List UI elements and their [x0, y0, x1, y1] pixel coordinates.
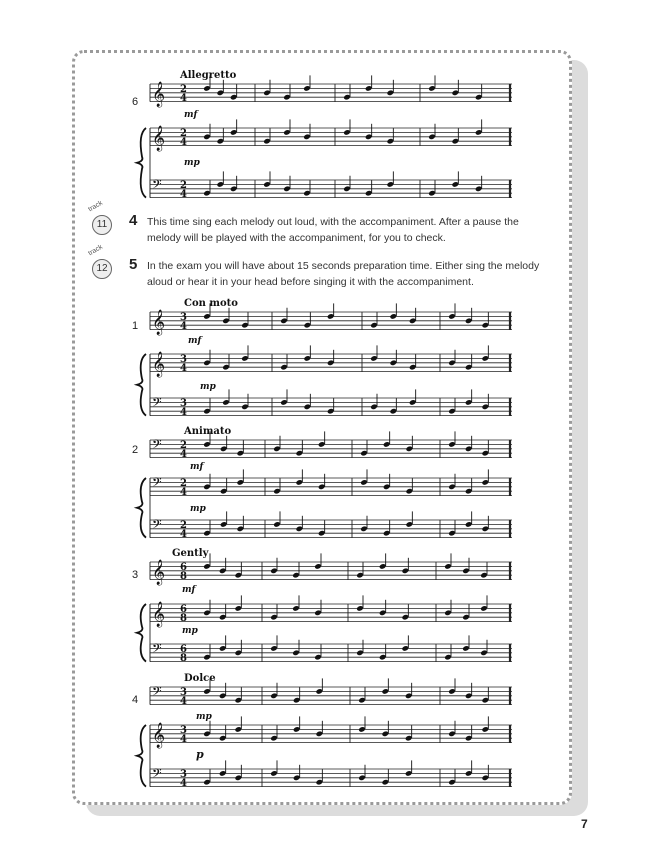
exercise-number: 2 — [132, 444, 139, 456]
treble-clef-icon: 𝄞 — [152, 560, 166, 585]
grand-staff-brace — [137, 478, 146, 538]
grand-staff-brace — [137, 604, 146, 662]
bass-clef-icon: 𝄢 — [152, 475, 162, 493]
time-signature-bottom: 4 — [180, 93, 187, 104]
staff — [150, 760, 512, 789]
time-signature-top: 2 — [180, 84, 187, 95]
staff-notation — [0, 673, 649, 813]
time-signature-top: 2 — [180, 180, 187, 191]
dynamic-melody: mf — [188, 336, 202, 346]
page-number: 7 — [581, 817, 588, 831]
staff-notation — [0, 548, 649, 688]
dynamic-accompaniment: mp — [190, 504, 206, 514]
staff-notation — [0, 70, 649, 210]
step-number: 5 — [129, 256, 138, 273]
track-badge[interactable]: 12 — [92, 259, 112, 279]
time-signature-bottom: 4 — [180, 189, 187, 200]
time-signature-top: 2 — [180, 440, 187, 451]
time-signature-top: 6 — [180, 644, 187, 655]
dynamic-melody: mf — [184, 110, 198, 120]
tempo-marking: Allegretto — [180, 70, 237, 81]
grand-staff-brace — [137, 128, 146, 198]
tempo-marking: Con moto — [184, 298, 238, 309]
treble-clef-icon: 𝄞 — [152, 310, 166, 335]
staff-notation — [0, 426, 649, 566]
time-signature-top: 3 — [180, 354, 187, 365]
staff — [150, 389, 512, 418]
time-signature-bottom: 4 — [180, 734, 187, 745]
time-signature-bottom: 4 — [180, 449, 187, 460]
tempo-marking: Gently — [172, 548, 209, 559]
staff — [150, 595, 512, 627]
exercise-number: 6 — [132, 96, 139, 108]
bass-clef-icon: 𝄢 — [152, 395, 162, 413]
time-signature-bottom: 8 — [180, 613, 187, 624]
bass-clef-icon: 𝄢 — [152, 684, 162, 702]
time-signature-bottom: 4 — [180, 137, 187, 148]
treble-clef-icon: 𝄞 — [152, 82, 166, 107]
track-label: track — [87, 199, 104, 214]
treble-clef-icon: 𝄞 — [152, 602, 166, 627]
time-signature-bottom: 4 — [180, 696, 187, 707]
time-signature-bottom: 8 — [180, 571, 187, 582]
tempo-marking: Animato — [184, 426, 232, 437]
time-signature-bottom: 4 — [180, 363, 187, 374]
time-signature-top: 6 — [180, 604, 187, 615]
time-signature-top: 2 — [180, 128, 187, 139]
time-signature-bottom: 4 — [180, 487, 187, 498]
tempo-marking: Dolce — [184, 673, 216, 684]
dynamic-melody: mp — [196, 712, 212, 722]
staff — [150, 635, 512, 664]
dynamic-melody: mf — [190, 462, 204, 472]
track-label: track — [87, 243, 104, 258]
dynamic-accompaniment: mp — [182, 626, 198, 636]
time-signature-bottom: 8 — [180, 653, 187, 664]
track-badge[interactable]: 11 — [92, 215, 112, 235]
time-signature-top: 3 — [180, 769, 187, 780]
bass-clef-icon: 𝄢 — [152, 437, 162, 455]
time-signature-bottom: 4 — [180, 407, 187, 418]
step-text: In the exam you will have about 15 seconds preparation time. Either sing the melody aloud or hear it in your head before singing it with the accompaniment. — [147, 260, 540, 288]
exercise-number: 3 — [132, 569, 139, 581]
time-signature-top: 2 — [180, 520, 187, 531]
dynamic-accompaniment: mp — [200, 382, 216, 392]
bass-clef-icon: 𝄢 — [152, 766, 162, 784]
bass-clef-icon: 𝄢 — [152, 517, 162, 535]
bass-clef-icon: 𝄢 — [152, 177, 162, 195]
dynamic-accompaniment: p — [196, 748, 204, 761]
exercise-number: 1 — [132, 320, 139, 332]
treble-clef-icon: 𝄞 — [152, 723, 166, 748]
treble-clef-icon: 𝄞 — [152, 126, 166, 151]
staff-notation — [0, 298, 649, 438]
exercise-number: 4 — [132, 694, 139, 706]
time-signature-top: 3 — [180, 312, 187, 323]
step-text: This time sing each melody out loud, with the accompaniment. After a pause the melody will be played with the accompaniment, for you to check. — [147, 216, 519, 244]
grand-staff-brace — [137, 725, 146, 787]
time-signature-top: 3 — [180, 687, 187, 698]
staff — [150, 345, 512, 377]
dynamic-melody: mf — [182, 585, 196, 595]
staff — [150, 511, 512, 540]
time-signature-top: 2 — [180, 478, 187, 489]
step-number: 4 — [129, 212, 138, 229]
time-signature-bottom: 4 — [180, 529, 187, 540]
time-signature-top: 3 — [180, 398, 187, 409]
treble-clef-icon: 𝄞 — [152, 352, 166, 377]
staff — [150, 469, 512, 498]
staff — [150, 119, 512, 151]
time-signature-top: 6 — [180, 562, 187, 573]
time-signature-bottom: 4 — [180, 321, 187, 332]
dynamic-accompaniment: mp — [184, 158, 200, 168]
staff — [150, 171, 512, 200]
time-signature-top: 3 — [180, 725, 187, 736]
bass-clef-icon: 𝄢 — [152, 641, 162, 659]
time-signature-bottom: 4 — [180, 778, 187, 789]
grand-staff-brace — [137, 354, 146, 416]
